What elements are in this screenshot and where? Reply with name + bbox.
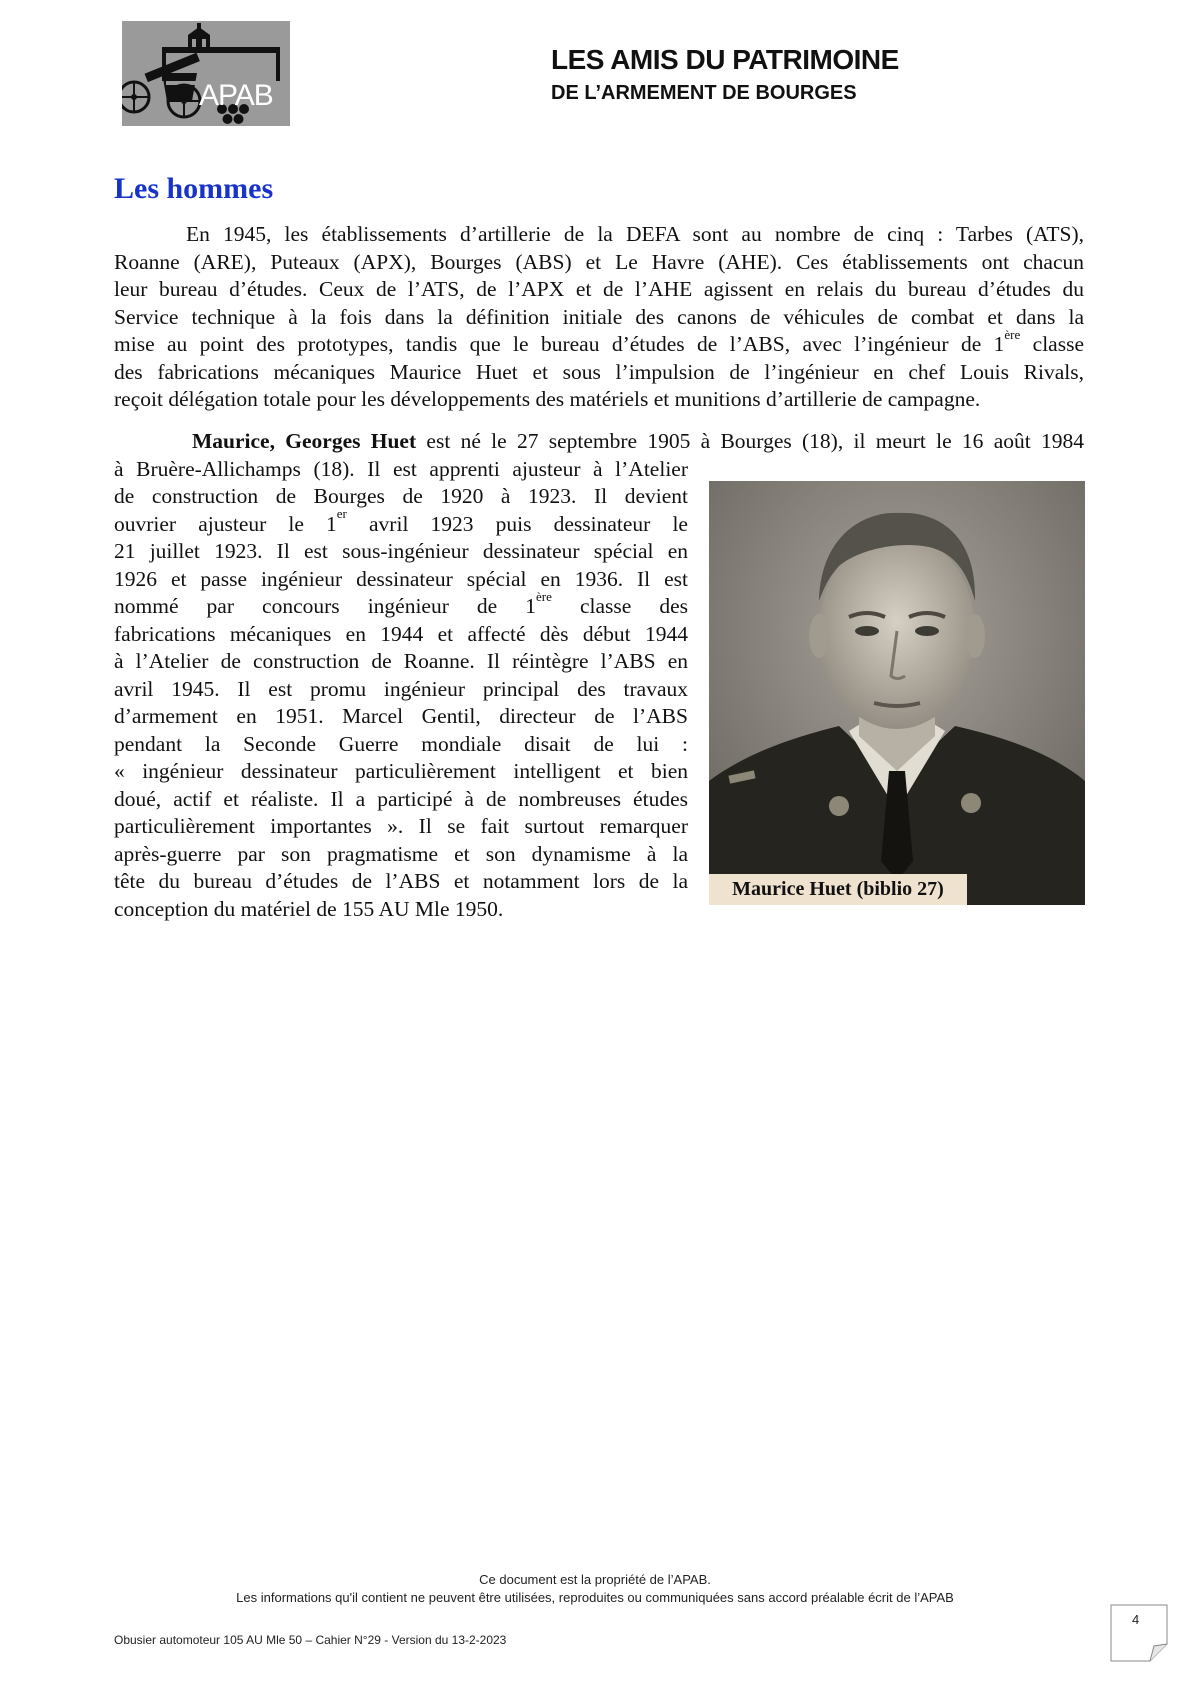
paragraph-line: 1926 et passe ingénieur dessinateur spécial en 1936. Il est (114, 566, 688, 591)
paragraph-line-text: nommé par concours ingénieur de 1 (114, 594, 537, 618)
paragraph-line: particulièrement importantes ». Il se fait surtout remarquer (114, 814, 688, 838)
header-title: LES AMIS DU PATRIMOINE (551, 44, 899, 75)
paragraph-line (114, 326, 1084, 359)
logo-text: APAB (199, 79, 273, 112)
paragraph-line: fabrications mécaniques en 1944 et affecté dès début 1944 (114, 621, 688, 646)
paragraph-line: d’armement en 1951. Marcel Gentil, directeur de l’ABS (114, 704, 688, 728)
paragraph-line: « ingénieur dessinateur particulièrement intelligent et bien (114, 759, 688, 783)
paragraph-line: Roanne (ARE), Puteaux (APX), Bourges (ABS) et Le Havre (AHE). Ces établissements ont chacun (114, 249, 1084, 274)
paragraph-line: tête du bureau d’études de l’ABS et notamment lors de la (114, 869, 688, 893)
paragraph-line: avril 1945. Il est promu ingénieur principal des travaux (114, 676, 688, 701)
paragraph-line-text: mise au point des prototypes, tandis que le bureau d’études de l’ABS, avec l’ingénieur de 1 (114, 332, 1005, 356)
paragraph-line: En 1945, les établissements d’artillerie de la DEFA sont au nombre de cinq : Tarbes (ATS), (186, 222, 1084, 246)
portrait-image (709, 481, 1085, 905)
paragraph-line-text: classe (1020, 332, 1084, 356)
paragraph-line: Service technique à la fois dans la définition initiale des canons de véhicules de combat et dans la (114, 304, 1084, 329)
paragraph-line: reçoit délégation totale pour les développements des matériels et munitions d’artillerie de campagne. (114, 387, 981, 411)
footer-ownership: Ce document est la propriété de l’APAB. (479, 1572, 711, 1587)
photo-caption: Maurice Huet (biblio 27) (709, 874, 967, 905)
paragraph-line: à l’Atelier de construction de Roanne. Il réintègre l’ABS en (114, 649, 688, 673)
paragraph-line: des fabrications mécaniques Maurice Huet et sous l’impulsion de l’ingénieur en chef Louis Rivals, (114, 359, 1084, 384)
paragraph-line-text: est né le 27 septembre 1905 à Bourges (18), il meurt le 16 août 1984 (416, 429, 1084, 453)
paragraph-line: conception du matériel de 155 AU Mle 1950. (114, 896, 504, 921)
person-name: Maurice, Georges Huet (192, 429, 417, 453)
footer-document-reference: Obusier automoteur 105 AU Mle 50 – Cahier N°29 - Version du 13-2-2023 (114, 1633, 507, 1647)
header-subtitle: DE L’ARMEMENT DE BOURGES (551, 82, 857, 104)
ordinal-superscript: ère (536, 588, 552, 604)
paragraph-line (114, 506, 688, 539)
paragraph-line: après-guerre par son pragmatisme et son dynamisme à la (114, 841, 688, 866)
paragraph-line-text: classe des (551, 594, 688, 618)
paragraph-line: doué, actif et réaliste. Il a participé à de nombreuses études (114, 786, 688, 811)
paragraph-line: de construction de Bourges de 1920 à 1923. Il devient (114, 484, 688, 508)
page-number: 4 (1132, 1612, 1140, 1627)
paragraph-line (114, 428, 1084, 456)
section-title: Les hommes (114, 172, 274, 205)
paragraph-line: à Bruère-Allichamps (18). Il est apprenti ajusteur à l’Atelier (114, 456, 688, 481)
apab-logo (122, 21, 290, 126)
footer-disclaimer: Les informations qu'il contient ne peuvent être utilisées, reproduites ou communiquées sans accord préalable écrit de l’APAB (236, 1590, 954, 1605)
paragraph-line: pendant la Seconde Guerre mondiale disait de lui : (114, 731, 688, 756)
paragraph-line (114, 588, 688, 621)
ordinal-superscript: ère (1004, 326, 1021, 342)
paragraph-line-text: ouvrier ajusteur le 1 (114, 511, 337, 536)
paragraph-line-text: avril 1923 puis dessinateur le (346, 511, 688, 536)
portrait-photo (709, 481, 1085, 905)
ordinal-superscript: er (336, 506, 347, 522)
intro-paragraph (114, 221, 1084, 414)
paragraph-line: 21 juillet 1923. Il est sous-ingénieur dessinateur spécial en (114, 539, 688, 563)
paragraph-line: leur bureau d’études. Ceux de l’ATS, de l’APX et de l’AHE agissent en relais du bureau d’études du (114, 277, 1084, 301)
